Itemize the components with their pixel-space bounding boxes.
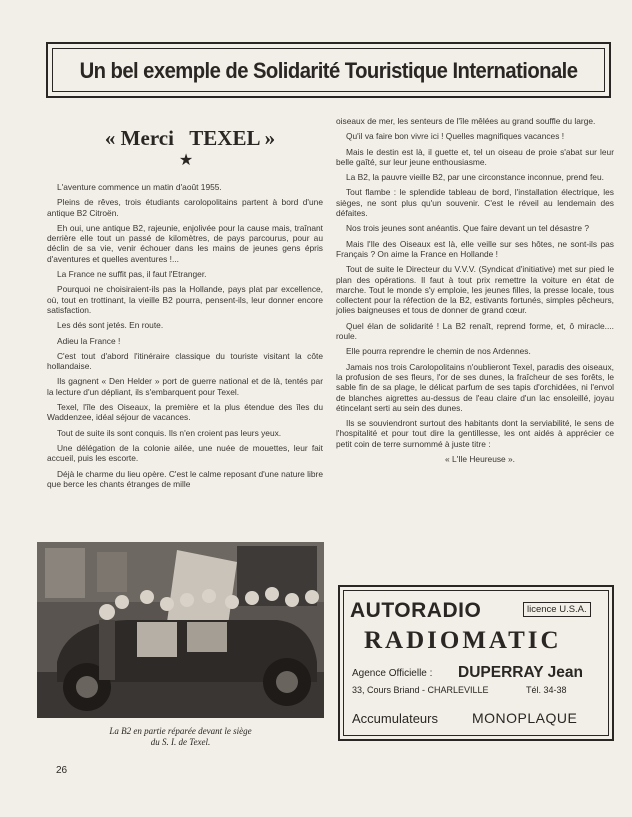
paragraph: Jamais nos trois Carolopolitains n'oublieront Texel, paradis des oiseaux, la profusion de ses fleurs, l'or de ses dunes, la fraîcheur de ses forêts, le sable fin de sa plage, le délicat parfum de ses tapis d'orchidées, ni l'envol de blanches aigrettes au-dessus de l'eau claire d'un lac ensoleillé, joyau étincelant serti au sein des dunes. xyxy=(336,361,614,413)
caption-line: La B2 en partie réparée devant le siège xyxy=(109,726,252,736)
ad-address: 33, Cours Briand - CHARLEVILLE xyxy=(352,685,489,695)
ad-accumulateurs: Accumulateurs xyxy=(352,711,438,726)
headline-title: Un bel exemple de Solidarité Touristique Internationale xyxy=(79,58,578,83)
paragraph: La B2, la pauvre vieille B2, par une circonstance inconnue, prend feu. xyxy=(346,172,604,183)
paragraph: Une délégation de la colonie ailée, une nuée de mouettes, leur fait accueil, puis les escorte. xyxy=(47,442,323,464)
caption-line: du S. I. de Texel. xyxy=(150,737,211,747)
paragraph: Tout de suite le Directeur du V.V.V. (Syndicat d'initiative) met sur pied le plan des opérations. Il faut à tout prix remettre la voiture en état de marche. Tout le monde s'y emploie, les jeunes filles, la presse locale, tous collectent pour la réfection de la B2, estivants fortunés, simples pêcheurs, jolies baigneuses et tous de donner de grand cœur. xyxy=(336,264,614,316)
paragraph: Mais le destin est là, il guette et, tel un oiseau de proie s'abat sur leur belle gaîté, sur leur jeune enthousiasme. xyxy=(336,146,614,167)
paragraph: Pourquoi ne choisiraient-ils pas la Hollande, pays plat par excellence, où, tout en trottinant, la vieille B2 pourra, pensent-ils, leur donner encore satisfaction. xyxy=(47,284,323,315)
paragraph: Les dés sont jetés. En route. xyxy=(57,320,164,331)
ad-agence-label: Agence Officielle : xyxy=(352,668,433,679)
star-ornament: ★ xyxy=(178,152,194,169)
ad-monoplaque: MONOPLAQUE xyxy=(472,710,578,726)
paragraph: Tout de suite ils sont conquis. Ils n'en croient pas leurs yeux. xyxy=(57,427,282,438)
paragraph: Eh oui, une antique B2, rajeunie, enjolivée pour la cause mais, traînant derrière elle tout un passé de kilomètres, de pays parcourus, pour au déclin de sa vie, venir échouer dans les mains de jeunes gens épris d'aventures et quelles aventures !... xyxy=(47,222,323,264)
paragraph: Nos trois jeunes sont anéantis. Que faire devant un tel désastre ? xyxy=(346,223,590,234)
article-left-column xyxy=(47,182,323,494)
paragraph: Quel élan de solidarité ! La B2 renaît, reprend forme, et, ô miracle.... roule. xyxy=(336,320,614,342)
car-photo-illustration xyxy=(37,542,324,718)
autoradio-advertisement xyxy=(338,585,614,741)
paragraph: Tout flambe : le splendide tableau de bord, l'installation électrique, les sièges, ne sont plus qu'un souvenir. C'est le réveil au lendemain des défaites. xyxy=(336,187,614,219)
paragraph: Déjà le charme du lieu opère. C'est le calme reposant d'une nature libre que berce les chants étranges de mille xyxy=(47,468,323,489)
article-title: « Merci TEXEL » xyxy=(104,126,276,150)
ad-autoradio-heading: AUTORADIO xyxy=(350,599,482,622)
paragraph: La France ne suffit pas, il faut l'Etranger. xyxy=(57,269,207,280)
paragraph: C'est tout d'abord l'itinéraire classique du touriste visitant la côte hollandaise. xyxy=(47,350,323,372)
paragraph: Ils se souviendront surtout des habitants dont la serviabilité, le sens de l'hospitalité et pour tout dire la gentillesse, les ont aidés à apprécier ce petit coin de terre surnommé à juste titre : xyxy=(336,418,614,449)
page-number: 26 xyxy=(56,765,68,776)
closing-quote: « L'Ile Heureuse ». xyxy=(444,454,516,465)
ad-dealer-name: DUPERRAY Jean xyxy=(458,664,583,681)
car-photo xyxy=(37,542,324,718)
paragraph: Texel, l'île des Oiseaux, la première et la plus étendue des îles du Waddenzee, idéal séjour de vacances. xyxy=(47,402,323,423)
photo-caption xyxy=(37,726,324,748)
ad-licence-badge: licence U.S.A. xyxy=(523,602,591,617)
article-right-column xyxy=(336,116,614,469)
paragraph: Mais l'Ile des Oiseaux est là, elle veille sur ses hôtes, ne sont-ils pas Français ? On aime la France en Hollande ! xyxy=(336,238,614,259)
paragraph: Qu'il va faire bon vivre ici ! Quelles magnifiques vacances ! xyxy=(346,131,565,142)
paragraph: Adieu la France ! xyxy=(57,335,121,346)
paragraph: Ils gagnent « Den Helder » port de guerre national et de là, tentés par la lecture d'un dépliant, ils s'embarquent pour Texel. xyxy=(47,376,323,397)
paragraph: Pleins de rêves, trois étudiants carolopolitains partent à bord d'une antique B2 Citroën. xyxy=(47,197,323,218)
ad-radiomatic-logo: RADIOMATIC xyxy=(364,627,562,654)
paragraph: L'aventure commence un matin d'août 1955. xyxy=(57,182,222,192)
headline-banner xyxy=(46,42,611,98)
ad-telephone: Tél. 34-38 xyxy=(526,685,567,695)
paragraph: oiseaux de mer, les senteurs de l'île mêlées au grand souffle du large. xyxy=(336,116,596,126)
paragraph: Elle pourra reprendre le chemin de nos Ardennes. xyxy=(346,346,531,357)
